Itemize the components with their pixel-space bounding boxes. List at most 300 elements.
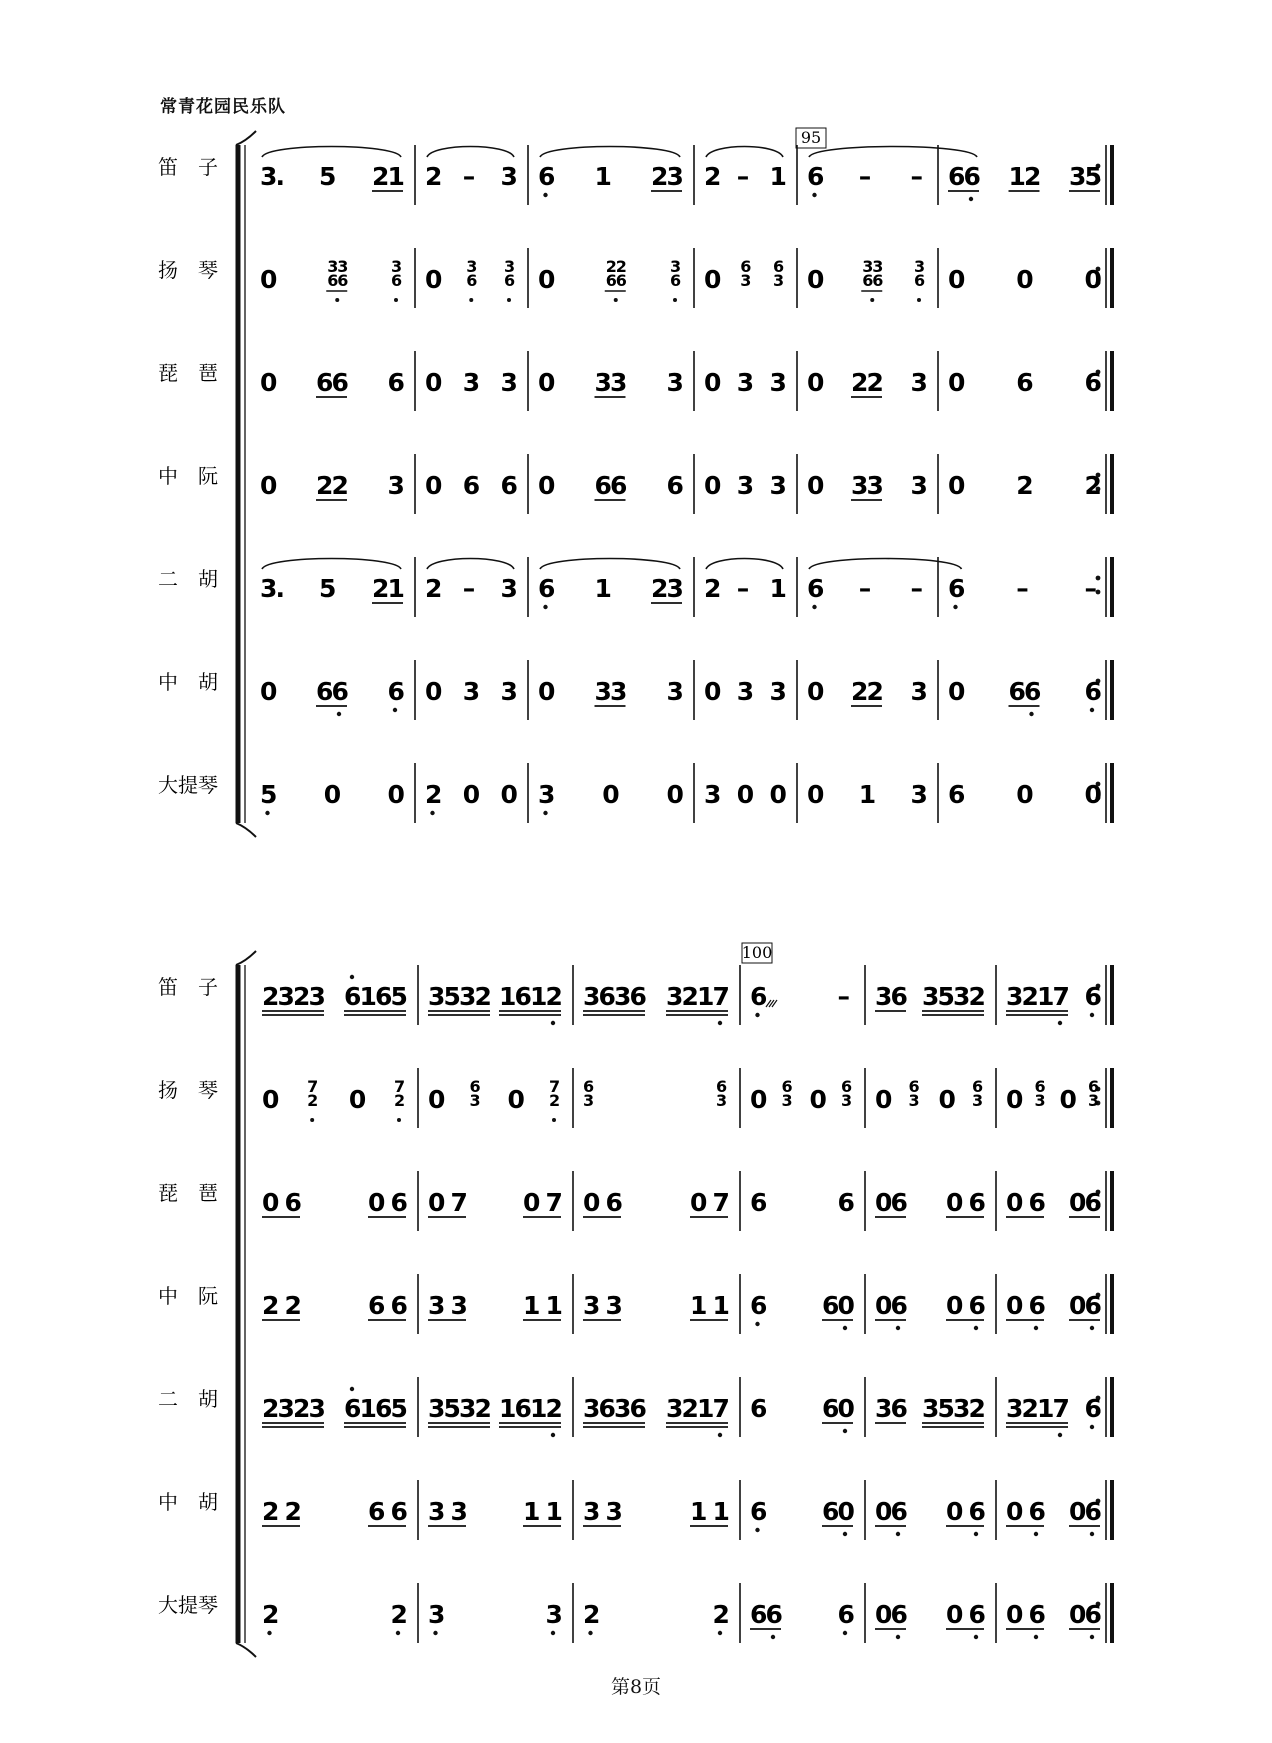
jianpu-note: 5 [319, 162, 337, 191]
jianpu-note: 3 [428, 1600, 446, 1629]
octave-dot-low [843, 1532, 847, 1536]
jianpu-note: 5 [937, 982, 955, 1011]
jianpu-note: 0 [260, 368, 278, 397]
jianpu-note: 2 [851, 368, 869, 397]
jianpu-note: 6 [948, 574, 966, 603]
instrument-label: 琵 琶 [158, 1181, 218, 1205]
jianpu-note: 6 [1084, 1394, 1102, 1423]
jianpu-note: 3 [459, 982, 477, 1011]
jianpu-note: 7 [712, 1188, 730, 1217]
octave-dot-low [552, 1118, 556, 1122]
jianpu-note: 3 [277, 982, 295, 1011]
jianpu-note: 3 [769, 368, 787, 397]
jianpu-note: 5 [1084, 162, 1102, 191]
rehearsal-mark: 100 [741, 943, 773, 962]
jianpu-note: 2 [372, 574, 390, 603]
jianpu-note: 7 [712, 1394, 730, 1423]
jianpu-note: 1 [523, 1497, 541, 1526]
octave-dot-low [337, 712, 341, 716]
instrument-label: 大提琴 [158, 1593, 218, 1617]
jianpu-note: 6 [1028, 1291, 1046, 1320]
jianpu-note: 0 [500, 780, 518, 809]
jianpu-note: 3 [866, 471, 884, 500]
jianpu-note: 2 [968, 1394, 986, 1423]
jianpu-note: 6 [514, 982, 532, 1011]
jianpu-note: 0 [262, 1085, 280, 1114]
octave-dot-low [551, 1021, 555, 1025]
jianpu-note: 0 [602, 780, 620, 809]
jianpu-note: 6 [890, 982, 908, 1011]
chord-note: 6 [914, 271, 926, 290]
chord-note: 6 [615, 271, 627, 290]
jianpu-note: 3 [1069, 162, 1087, 191]
jianpu-note: 6 [387, 677, 405, 706]
jianpu-note: 3 [922, 982, 940, 1011]
jianpu-note: 3 [428, 1291, 446, 1320]
jianpu-note: 6 [1084, 368, 1102, 397]
chord-note: 7 [394, 1077, 406, 1096]
instrument-label: 二 胡 [158, 567, 218, 591]
jianpu-note: 0 [875, 1600, 893, 1629]
jianpu-note: 3 [594, 677, 612, 706]
jianpu-note: 0 [837, 1291, 855, 1320]
chord-note: 3 [914, 257, 926, 276]
jianpu-note: 6 [1084, 1600, 1102, 1629]
jianpu-note: 6 [1028, 1600, 1046, 1629]
jianpu-note: 0 [938, 1085, 956, 1114]
jianpu-note: 6 [368, 1497, 386, 1526]
jianpu-note: 2 [968, 982, 986, 1011]
jianpu-note: 3 [450, 1291, 468, 1320]
jianpu-note: 0 [1006, 1085, 1024, 1114]
jianpu-note: 0 [875, 1291, 893, 1320]
band-name-header: 常青花园民乐队 [160, 97, 286, 117]
slur [427, 559, 514, 570]
jianpu-note: 3 [910, 780, 928, 809]
jianpu-note: 2 [390, 1600, 408, 1629]
jianpu-note: 6 [344, 982, 362, 1011]
jianpu-note: 2 [474, 1394, 492, 1423]
jianpu-note: 1 [499, 982, 517, 1011]
jianpu-note: 1 [594, 574, 612, 603]
jianpu-note: 2 [545, 982, 563, 1011]
instrument-label: 琵 琶 [158, 361, 218, 385]
octave-dot-low [812, 193, 816, 197]
octave-dot-high [350, 975, 354, 979]
instrument-label: 扬 琴 [158, 1078, 218, 1102]
jianpu-note: 3 [500, 368, 518, 397]
jianpu-note: 6 [750, 1188, 768, 1217]
jianpu-note: 2 [474, 982, 492, 1011]
jianpu-note: 3 [953, 1394, 971, 1423]
jianpu-note: 6 [344, 1394, 362, 1423]
octave-dot-low [543, 193, 547, 197]
jianpu-note: 0 [807, 780, 825, 809]
jianpu-note: 0 [807, 471, 825, 500]
jianpu-note: 3 [308, 1394, 326, 1423]
jianpu-note: 6 [822, 1394, 840, 1423]
bracket-hook-bottom [236, 823, 256, 837]
octave-dot-low [969, 197, 973, 201]
jianpu-note: 6 [666, 471, 684, 500]
jianpu-note: 5 [443, 1394, 461, 1423]
octave-dot-low [1029, 712, 1033, 716]
jianpu-note: 0 [583, 1188, 601, 1217]
jianpu-note: 0 [1069, 1600, 1087, 1629]
jianpu-note: 7 [450, 1188, 468, 1217]
jianpu-note: 0 [538, 471, 556, 500]
jianpu-note: 0 [1016, 265, 1034, 294]
instrument-label: 中 胡 [158, 670, 218, 694]
octave-dot-low [771, 1635, 775, 1639]
jianpu-note: 0 [368, 1188, 386, 1217]
dash-hold: – [858, 162, 872, 191]
jianpu-note: 2 [284, 1497, 302, 1526]
jianpu-note: 3 [500, 162, 518, 191]
jianpu-note: 0 [428, 1085, 446, 1114]
jianpu-note: 7 [1052, 1394, 1070, 1423]
octave-dot-low [267, 1631, 271, 1635]
octave-dot-low [755, 1322, 759, 1326]
jianpu-note: 6 [316, 368, 334, 397]
jianpu-note: 0 [948, 265, 966, 294]
jianpu-note: 1 [690, 1497, 708, 1526]
bracket-hook-top [236, 131, 256, 145]
jianpu-note: 2 [712, 1600, 730, 1629]
jianpu-note: 6 [750, 982, 768, 1011]
jianpu-note: 6 [390, 1291, 408, 1320]
octave-dot-low [1034, 1326, 1038, 1330]
jianpu-note: 2 [1024, 162, 1042, 191]
jianpu-note: 3 [666, 574, 684, 603]
chord-note: 6 [781, 1077, 793, 1096]
jianpu-note: 3 [583, 1497, 601, 1526]
slur [706, 147, 783, 158]
jianpu-note: 0 [807, 368, 825, 397]
chord-note: 6 [327, 271, 339, 290]
jianpu-note: 0 [348, 1085, 367, 1114]
chord-note: 7 [307, 1077, 319, 1096]
bracket-hook-top [236, 951, 256, 965]
jianpu-note: 0 [1006, 1600, 1024, 1629]
jianpu-note: 0 [323, 780, 342, 809]
chord-note: 3 [583, 1091, 595, 1110]
jianpu-note: 6 [594, 471, 612, 500]
jianpu-note: 5 [390, 982, 408, 1011]
chord-note: 2 [549, 1091, 561, 1110]
jianpu-note: 3 [704, 780, 722, 809]
octave-dot-low [397, 1118, 401, 1122]
jianpu-note: 0 [425, 368, 443, 397]
jianpu-note: 3 [736, 368, 755, 397]
jianpu-note: 3 [428, 1394, 446, 1423]
jianpu-note: 1 [769, 162, 787, 191]
jianpu-note: 6 [316, 677, 334, 706]
jianpu-note: 3 [450, 1497, 468, 1526]
octave-dot-low [974, 1326, 978, 1330]
octave-dot-low [870, 298, 874, 302]
jianpu-note: 0 [1006, 1188, 1024, 1217]
jianpu-note: 6 [610, 471, 628, 500]
jianpu-note: 6 [390, 1188, 408, 1217]
jianpu-note: 6 [837, 1600, 855, 1629]
jianpu-note: 3 [462, 677, 481, 706]
jianpu-note: 2 [704, 162, 722, 191]
jianpu-note: 0 [948, 677, 966, 706]
chord-note: 3 [781, 1091, 793, 1110]
jianpu-note: 3 [583, 1394, 601, 1423]
chord-note: 6 [841, 1077, 853, 1096]
dash-hold: – [736, 162, 750, 191]
slur [706, 559, 783, 570]
octave-dot-low [843, 1429, 847, 1433]
instrument-label: 中 阮 [158, 464, 218, 488]
jianpu-note: 3 [910, 368, 928, 397]
jianpu-note: 1 [545, 1291, 563, 1320]
octave-dot-low [507, 298, 511, 302]
jianpu-note: 6 [765, 1600, 783, 1629]
jianpu-note: 0 [875, 1497, 893, 1526]
jianpu-note: 5 [260, 780, 278, 809]
chord-note: 6 [773, 257, 785, 276]
jianpu-note: 6 [948, 162, 966, 191]
jianpu-note: 0 [1016, 780, 1034, 809]
jianpu-note: 1 [523, 1291, 541, 1320]
slur [540, 559, 680, 570]
jianpu-note: 0 [837, 1497, 855, 1526]
chord-note: 3 [841, 1091, 853, 1110]
jianpu-note: 5 [937, 1394, 955, 1423]
chord-note: 3 [740, 271, 752, 290]
octave-dot-low [543, 811, 547, 815]
dash-hold: – [462, 574, 476, 603]
jianpu-note: 2 [651, 162, 669, 191]
jianpu-note: . [275, 574, 285, 603]
jianpu-note: 6 [822, 1497, 840, 1526]
slur [427, 147, 514, 158]
jianpu-note: 0 [425, 677, 443, 706]
jianpu-note: 3 [875, 1394, 893, 1423]
octave-dot-low [718, 1021, 722, 1025]
jianpu-note: 1 [387, 574, 405, 603]
octave-dot-low [1090, 1532, 1094, 1536]
jianpu-note: 1 [697, 1394, 715, 1423]
jianpu-note: 6 [890, 1394, 908, 1423]
jianpu-note: 2 [545, 1394, 563, 1423]
jianpu-note: 2 [851, 677, 869, 706]
jianpu-note: 6 [1084, 677, 1102, 706]
octave-dot-low [953, 605, 957, 609]
chord-note: 3 [862, 257, 874, 276]
jianpu-note: 3 [277, 1394, 295, 1423]
jianpu-note: 2 [681, 982, 699, 1011]
jianpu-note: 3 [500, 677, 518, 706]
jianpu-note: 6 [750, 1600, 768, 1629]
jianpu-note: 6 [514, 1394, 532, 1423]
jianpu-note: 6 [890, 1497, 908, 1526]
jianpu-note: 6 [629, 1394, 647, 1423]
jianpu-note: 6 [968, 1291, 986, 1320]
octave-dot-low [551, 1631, 555, 1635]
jianpu-note: 6 [368, 1291, 386, 1320]
jianpu-note: 1 [594, 162, 612, 191]
jianpu-note: 3 [500, 574, 518, 603]
jianpu-note: 2 [425, 780, 443, 809]
chord-note: 3 [670, 257, 682, 276]
jianpu-note: 0 [690, 1188, 708, 1217]
chord-note: 6 [908, 1077, 920, 1096]
jianpu-note: 3 [614, 982, 632, 1011]
jianpu-note: 6 [750, 1291, 768, 1320]
jianpu-note: 0 [736, 780, 755, 809]
jianpu-note: 3 [666, 1394, 684, 1423]
slur [540, 147, 680, 158]
chord-note: 6 [583, 1077, 595, 1096]
jianpu-note: 0 [1069, 1188, 1087, 1217]
jianpu-note: 6 [605, 1188, 623, 1217]
jianpu-note: 0 [538, 265, 556, 294]
octave-dot-low [310, 1118, 314, 1122]
jianpu-note: 3 [428, 982, 446, 1011]
jianpu-note: 0 [1006, 1497, 1024, 1526]
jianpu-note: 3 [1006, 1394, 1024, 1423]
jianpu-note: 2 [262, 982, 280, 1011]
jianpu-note: 0 [428, 1188, 446, 1217]
jianpu-note: 3 [459, 1394, 477, 1423]
jianpu-note: 6 [375, 982, 393, 1011]
jianpu-note: 6 [1028, 1188, 1046, 1217]
jianpu-note: 0 [1084, 780, 1102, 809]
chord-note: 3 [1034, 1091, 1046, 1110]
jianpu-note: 0 [666, 780, 684, 809]
jianpu-note: 2 [1021, 982, 1039, 1011]
dash-hold: – [858, 574, 872, 603]
dash-hold: – [910, 162, 923, 191]
slur [809, 147, 977, 158]
jianpu-note: 3 [922, 1394, 940, 1423]
jianpu-note: 6 [1084, 1497, 1102, 1526]
jianpu-note: 0 [507, 1085, 525, 1114]
octave-dot-low [396, 1631, 400, 1635]
jianpu-note: 0 [1006, 1291, 1024, 1320]
jianpu-note: 1 [697, 982, 715, 1011]
octave-dot-low [1090, 1425, 1094, 1429]
jianpu-note: 3 [594, 368, 612, 397]
jianpu-note: 3 [260, 574, 278, 603]
jianpu-note: 2 [293, 1394, 311, 1423]
jianpu-note: 3 [387, 471, 405, 500]
jianpu-note: 1 [359, 982, 377, 1011]
chord-note: 3 [466, 257, 478, 276]
jianpu-note: 7 [1052, 982, 1070, 1011]
jianpu-note: 6 [1028, 1497, 1046, 1526]
octave-dot-low [1034, 1532, 1038, 1536]
jianpu-note: 3 [610, 677, 628, 706]
jianpu-note: 6 [462, 471, 481, 500]
jianpu-note: 3 [545, 1600, 563, 1629]
slur [262, 559, 401, 570]
octave-dot-low [673, 298, 677, 302]
jianpu-note: 6 [598, 982, 616, 1011]
jianpu-note: 0 [837, 1394, 855, 1423]
octave-dot-low [755, 1013, 759, 1017]
chord-note: 3 [327, 257, 339, 276]
instrument-label: 笛 子 [158, 975, 218, 999]
jianpu-note: 6 [598, 1394, 616, 1423]
jianpu-note: 0 [262, 1188, 280, 1217]
instrument-label: 大提琴 [158, 773, 218, 797]
jianpu-note: 6 [331, 677, 349, 706]
chord-note: 6 [972, 1077, 984, 1096]
jianpu-note: 1 [712, 1291, 730, 1320]
jianpu-note: 2 [651, 574, 669, 603]
chord-note: 3 [391, 257, 403, 276]
jianpu-note: 6 [948, 780, 966, 809]
jianpu-note: 1 [387, 162, 405, 191]
jianpu-note: 5 [390, 1394, 408, 1423]
octave-dot-low [812, 605, 816, 609]
jianpu-note: 0 [425, 265, 443, 294]
jianpu-note: 2 [262, 1394, 280, 1423]
octave-dot-low [718, 1433, 722, 1437]
jianpu-note: 0 [523, 1188, 541, 1217]
jianpu-note: 0 [807, 265, 825, 294]
jianpu-note: 0 [946, 1188, 964, 1217]
jianpu-note: 0 [946, 1291, 964, 1320]
jianpu-note: 3 [769, 677, 787, 706]
octave-dot-low [974, 1532, 978, 1536]
jianpu-note: 6 [968, 1497, 986, 1526]
octave-dot-low [551, 1433, 555, 1437]
jianpu-note: 0 [462, 780, 481, 809]
jianpu-note: 6 [807, 162, 825, 191]
page-number: 第8页 [610, 1676, 662, 1698]
jianpu-note: 0 [704, 368, 722, 397]
octave-dot-low [1090, 1013, 1094, 1017]
jianpu-note: 1 [1037, 982, 1055, 1011]
chord-note: 3 [337, 257, 349, 276]
octave-dot-low [843, 1631, 847, 1635]
jianpu-note: 6 [750, 1497, 768, 1526]
instrument-label: 笛 子 [158, 155, 218, 179]
jianpu-note: 3 [666, 162, 684, 191]
octave-dot-low [430, 811, 434, 815]
chord-note: 2 [307, 1091, 319, 1110]
jianpu-note: 3 [736, 471, 755, 500]
jianpu-note: 7 [545, 1188, 563, 1217]
octave-dot-high [350, 1387, 354, 1391]
instrument-label: 二 胡 [158, 1387, 218, 1411]
chord-note: 6 [469, 1077, 481, 1096]
jianpu-note: 3 [769, 471, 787, 500]
jianpu-note: 2 [425, 574, 443, 603]
jianpu-note: 3 [610, 368, 628, 397]
jianpu-note: 3 [666, 368, 684, 397]
jianpu-note: 6 [968, 1188, 986, 1217]
octave-dot-low [265, 811, 269, 815]
jianpu-note: 6 [284, 1188, 302, 1217]
jianpu-note: 2 [583, 1600, 601, 1629]
jianpu-note: 0 [769, 780, 787, 809]
jianpu-note: 2 [704, 574, 722, 603]
jianpu-note: 0 [1069, 1497, 1087, 1526]
octave-dot-low [543, 605, 547, 609]
octave-dot-low [755, 1528, 759, 1532]
jianpu-note: 2 [425, 162, 443, 191]
jianpu-note: 6 [538, 162, 556, 191]
chord-note: 2 [394, 1091, 406, 1110]
jianpu-note: 2 [293, 982, 311, 1011]
